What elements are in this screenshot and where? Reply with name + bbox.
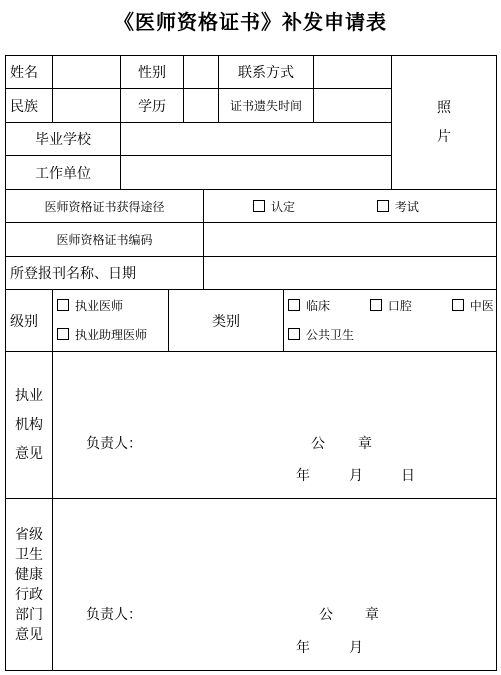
- option-clinical[interactable]: 临床: [288, 292, 330, 321]
- institution-responsible: 负责人：: [86, 436, 142, 452]
- cert-number-label: 医师资格证书编码: [6, 223, 204, 257]
- gender-field[interactable]: [184, 56, 219, 89]
- province-opinion-label: 省级 卫生 健康 行政 部门 意见: [6, 499, 53, 671]
- work-unit-label: 工作单位: [6, 156, 121, 190]
- publication-field[interactable]: [204, 257, 497, 290]
- institution-opinion-field[interactable]: [53, 352, 497, 499]
- checkbox-icon[interactable]: [253, 200, 265, 212]
- checkbox-icon[interactable]: [57, 328, 69, 340]
- option-tcm[interactable]: 中医: [452, 292, 494, 321]
- province-seal-1: 公: [319, 607, 333, 623]
- option-dental[interactable]: 口腔: [370, 292, 412, 321]
- school-field[interactable]: [121, 123, 392, 156]
- institution-day: 日: [401, 468, 415, 484]
- checkbox-icon[interactable]: [370, 299, 382, 311]
- photo-label-2: 片: [437, 128, 451, 145]
- ethnicity-label: 民族: [6, 89, 53, 123]
- province-opinion-field[interactable]: [53, 499, 497, 671]
- checkbox-icon[interactable]: [288, 328, 300, 340]
- gender-label: 性别: [121, 56, 184, 89]
- option-assistant-physician[interactable]: 执业助理医师: [57, 321, 164, 350]
- checkbox-icon[interactable]: [57, 299, 69, 311]
- level-options: [53, 290, 169, 352]
- obtain-way-label: 医师资格证书获得途径: [6, 190, 204, 223]
- checkbox-icon[interactable]: [377, 200, 389, 212]
- ethnicity-field[interactable]: [53, 89, 121, 123]
- obtain-way-options: [204, 190, 497, 223]
- category-options: [284, 290, 497, 352]
- photo-label-1: 照: [437, 99, 451, 116]
- application-form-table: [5, 55, 497, 671]
- name-label: 姓名: [6, 56, 53, 89]
- category-label: 类别: [169, 290, 284, 352]
- form-title: 《医师资格证书》补发申请表: [114, 10, 387, 34]
- institution-opinion-label: 执业 机构 意见: [6, 352, 53, 499]
- province-seal-2: 章: [365, 607, 379, 623]
- cert-number-field[interactable]: [204, 223, 497, 257]
- school-label: 毕业学校: [6, 123, 121, 156]
- institution-seal-1: 公: [311, 436, 325, 452]
- checkbox-icon[interactable]: [288, 299, 300, 311]
- province-month: 月: [349, 640, 363, 656]
- work-unit-field[interactable]: [121, 156, 392, 190]
- publication-label: 所登报刊名称、日期: [6, 257, 204, 290]
- contact-label: 联系方式: [219, 56, 314, 89]
- province-responsible: 负责人：: [86, 607, 142, 623]
- education-field[interactable]: [184, 89, 219, 123]
- education-label: 学历: [121, 89, 184, 123]
- province-year: 年: [296, 640, 310, 656]
- institution-seal-2: 章: [358, 436, 372, 452]
- institution-month: 月: [349, 468, 363, 484]
- option-practicing-physician[interactable]: 执业医师: [57, 292, 164, 321]
- level-label: 级别: [6, 290, 53, 352]
- checkbox-icon[interactable]: [452, 299, 464, 311]
- lost-time-label: 证书遗失时间: [219, 89, 314, 123]
- name-field[interactable]: [53, 56, 121, 89]
- lost-time-field[interactable]: [314, 89, 392, 123]
- contact-field[interactable]: [314, 56, 392, 89]
- institution-year: 年: [296, 468, 310, 484]
- option-public-health[interactable]: 公共卫生: [288, 321, 354, 350]
- option-certification[interactable]: 认定: [253, 198, 295, 215]
- photo-area: [392, 56, 497, 190]
- option-exam[interactable]: 考试: [377, 198, 419, 215]
